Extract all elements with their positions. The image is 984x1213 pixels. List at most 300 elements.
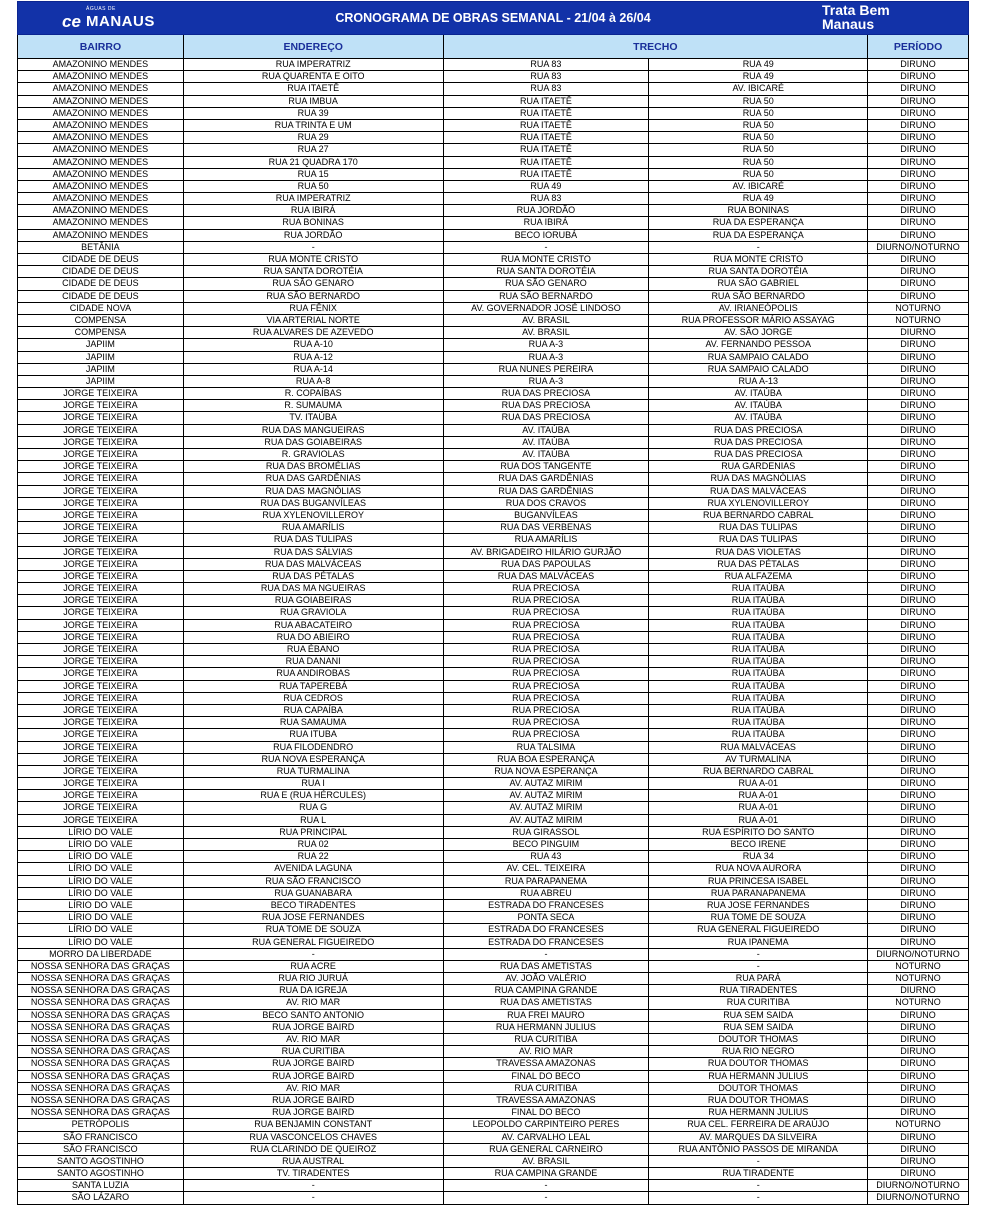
cell-bairro: NOSSA SENHORA DAS GRAÇAS <box>18 961 184 972</box>
cell-endereco: RUA PRINCIPAL <box>184 827 444 838</box>
cell-periodo: DIRUNO <box>868 766 969 777</box>
cell-trecho-ate: RUA PARÁ <box>649 973 868 984</box>
cell-periodo: DIURNO <box>868 327 969 338</box>
cell-endereco: RUA FÊNIX <box>184 303 444 314</box>
logo-right-line1: Trata Bem <box>822 2 890 18</box>
logo-mark-icon: ce <box>62 12 81 31</box>
cell-endereco: AV. RIO MAR <box>184 1083 444 1094</box>
header-periodo: PERÍODO <box>868 35 969 58</box>
cell-bairro: PETRÓPOLIS <box>18 1119 184 1130</box>
cell-bairro: CIDADE NOVA <box>18 303 184 314</box>
cell-periodo: DIRUNO <box>868 1058 969 1069</box>
cell-periodo: DIRUNO <box>868 83 969 94</box>
cell-bairro: JORGE TEIXEIRA <box>18 693 184 704</box>
cell-endereco: RUA DAS BROMÉLIAS <box>184 461 444 472</box>
table-row <box>18 1058 969 1070</box>
cell-trecho-ate: RUA ITAÚBA <box>649 595 868 606</box>
cell-bairro: JORGE TEIXEIRA <box>18 498 184 509</box>
cell-trecho-de: RUA NUNES PEREIRA <box>444 364 650 375</box>
cell-endereco: RUA TOME DE SOUZA <box>184 924 444 935</box>
cell-endereco: RUA ITAETÊ <box>184 83 444 94</box>
cell-trecho-ate: BECO IRENE <box>649 839 868 850</box>
table-row <box>18 1144 969 1156</box>
cell-trecho-de: AV. AUTAZ MIRIM <box>444 815 650 826</box>
cell-trecho-de: AV. RIO MAR <box>444 1046 650 1057</box>
cell-bairro: JAPIIM <box>18 376 184 387</box>
cell-endereco: R. GRAVIOLAS <box>184 449 444 460</box>
cell-trecho-ate: RUA ANTÔNIO PASSOS DE MIRANDA <box>649 1144 868 1155</box>
cell-bairro: CIDADE DE DEUS <box>18 278 184 289</box>
cell-endereco: RUA G <box>184 802 444 813</box>
table-row <box>18 449 969 461</box>
cell-trecho-ate: RUA ITAÚBA <box>649 644 868 655</box>
cell-trecho-ate: RUA A-13 <box>649 376 868 387</box>
table-row <box>18 668 969 680</box>
cell-trecho-ate: - <box>649 1192 868 1203</box>
cell-bairro: JORGE TEIXEIRA <box>18 571 184 582</box>
cell-periodo: DIRUNO <box>868 1010 969 1021</box>
header-bairro: BAIRRO <box>18 35 184 58</box>
cell-endereco: RUA ITUBA <box>184 729 444 740</box>
cell-trecho-de: AV. BRASIL <box>444 315 650 326</box>
cell-periodo: DIRUNO <box>868 1132 969 1143</box>
cell-bairro: LÍRIO DO VALE <box>18 888 184 899</box>
cell-trecho-ate: RUA ITAÚBA <box>649 607 868 618</box>
table-row <box>18 802 969 814</box>
cell-bairro: JORGE TEIXEIRA <box>18 754 184 765</box>
cell-endereco: RUA ACRE <box>184 961 444 972</box>
table-row <box>18 851 969 863</box>
cell-trecho-de: - <box>444 1192 650 1203</box>
table-row <box>18 498 969 510</box>
cell-endereco: RUA ABACATEIRO <box>184 620 444 631</box>
table-row <box>18 632 969 644</box>
cell-periodo: DIRUNO <box>868 547 969 558</box>
cell-endereco: RUA DAS GARDÊNIAS <box>184 473 444 484</box>
cell-trecho-ate: RUA DAS MALVÁCEAS <box>649 486 868 497</box>
table-row <box>18 278 969 290</box>
cell-trecho-de: AV. ITAÚBA <box>444 425 650 436</box>
cell-endereco: RUA BENJAMIN CONSTANT <box>184 1119 444 1130</box>
cell-periodo: DIRUNO <box>868 912 969 923</box>
logo-small-text: ÁGUAS DE <box>86 6 116 12</box>
table-row <box>18 388 969 400</box>
table-row <box>18 607 969 619</box>
cell-trecho-ate: RUA IPANEMA <box>649 937 868 948</box>
cell-trecho-ate: RUA SAMPAIO CALADO <box>649 364 868 375</box>
cell-endereco: RUA 29 <box>184 132 444 143</box>
cell-endereco: RUA DANANI <box>184 656 444 667</box>
cell-bairro: NOSSA SENHORA DAS GRAÇAS <box>18 1034 184 1045</box>
cell-trecho-de: BECO IORUBÁ <box>444 230 650 241</box>
cell-bairro: NOSSA SENHORA DAS GRAÇAS <box>18 985 184 996</box>
cell-bairro: NOSSA SENHORA DAS GRAÇAS <box>18 1071 184 1082</box>
table-row <box>18 461 969 473</box>
cell-periodo: DIRUNO <box>868 620 969 631</box>
cell-bairro: JORGE TEIXEIRA <box>18 607 184 618</box>
cell-endereco: RUA 15 <box>184 169 444 180</box>
cell-trecho-de: RUA NOVA ESPERANÇA <box>444 766 650 777</box>
table-row <box>18 863 969 875</box>
cell-trecho-de: RUA BOA ESPERANÇA <box>444 754 650 765</box>
cell-bairro: AMAZONINO MENDES <box>18 83 184 94</box>
table-row <box>18 827 969 839</box>
cell-trecho-ate: RUA 49 <box>649 59 868 70</box>
cell-bairro: JORGE TEIXEIRA <box>18 559 184 570</box>
cell-periodo: DIRUNO <box>868 839 969 850</box>
cell-trecho-de: RUA A-3 <box>444 376 650 387</box>
cell-trecho-de: RUA JORDÃO <box>444 205 650 216</box>
cell-trecho-de: RUA ITAETÊ <box>444 96 650 107</box>
cell-bairro: AMAZONINO MENDES <box>18 193 184 204</box>
cell-trecho-ate: RUA BONINAS <box>649 205 868 216</box>
cell-trecho-ate: RUA ESPÍRITO DO SANTO <box>649 827 868 838</box>
cell-trecho-ate: - <box>649 961 868 972</box>
table-row <box>18 693 969 705</box>
cell-endereco: RUA 50 <box>184 181 444 192</box>
cell-trecho-de: BECO PINGUIM <box>444 839 650 850</box>
cell-trecho-ate: RUA ITAÚBA <box>649 693 868 704</box>
table-row <box>18 681 969 693</box>
cell-bairro: JORGE TEIXEIRA <box>18 388 184 399</box>
table-body <box>17 59 969 1205</box>
cell-periodo: DIRUNO <box>868 729 969 740</box>
logo-right-line2: Manaus <box>822 16 875 32</box>
cell-periodo: DIRUNO <box>868 632 969 643</box>
cell-periodo: DIURNO/NOTURNO <box>868 242 969 253</box>
cell-periodo: DIRUNO <box>868 1022 969 1033</box>
cell-trecho-de: RUA 43 <box>444 851 650 862</box>
cell-endereco: RUA 02 <box>184 839 444 850</box>
table-row <box>18 522 969 534</box>
cell-trecho-de: RUA DAS AMETISTAS <box>444 961 650 972</box>
cell-endereco: RUA BONINAS <box>184 217 444 228</box>
cell-trecho-de: - <box>444 242 650 253</box>
cell-trecho-ate: RUA 50 <box>649 157 868 168</box>
table-row <box>18 1168 969 1180</box>
cell-bairro: AMAZONINO MENDES <box>18 181 184 192</box>
cell-endereco: RUA IMPERATRIZ <box>184 59 444 70</box>
cell-trecho-ate: RUA SEM SAIDA <box>649 1022 868 1033</box>
cell-periodo: DIRUNO <box>868 278 969 289</box>
cell-bairro: SANTA LUZIA <box>18 1180 184 1191</box>
table-row <box>18 71 969 83</box>
table-row <box>18 1119 969 1131</box>
table-row <box>18 266 969 278</box>
cell-periodo: DIRUNO <box>868 120 969 131</box>
cell-bairro: SANTO AGOSTINHO <box>18 1168 184 1179</box>
cell-periodo: DIRUNO <box>868 291 969 302</box>
table-row <box>18 949 969 961</box>
cell-bairro: SÃO FRANCISCO <box>18 1132 184 1143</box>
cell-bairro: AMAZONINO MENDES <box>18 144 184 155</box>
cell-bairro: LÍRIO DO VALE <box>18 839 184 850</box>
cell-trecho-de: PONTA SECA <box>444 912 650 923</box>
logo-name-text: MANAUS <box>86 13 155 30</box>
cell-trecho-ate: RUA A-01 <box>649 778 868 789</box>
cell-trecho-de: RUA 83 <box>444 59 650 70</box>
cell-trecho-ate: RUA XYLENOVILLEROY <box>649 498 868 509</box>
table-row <box>18 510 969 522</box>
cell-endereco: RUA CAPAÍBA <box>184 705 444 716</box>
cell-trecho-ate: RUA ITAÚBA <box>649 632 868 643</box>
cell-bairro: JORGE TEIXEIRA <box>18 620 184 631</box>
cell-trecho-ate: RUA 50 <box>649 108 868 119</box>
cell-endereco: RUA AUSTRAL <box>184 1156 444 1167</box>
table-row <box>18 815 969 827</box>
cell-endereco: - <box>184 242 444 253</box>
cell-endereco: RUA TAPEREBÁ <box>184 681 444 692</box>
table-row <box>18 1156 969 1168</box>
table-row <box>18 96 969 108</box>
cell-bairro: LÍRIO DO VALE <box>18 900 184 911</box>
cell-trecho-de: RUA 83 <box>444 71 650 82</box>
cell-endereco: RUA SANTA DOROTÉIA <box>184 266 444 277</box>
cell-trecho-de: RUA DAS VERBENAS <box>444 522 650 533</box>
table-row <box>18 339 969 351</box>
cell-trecho-ate: AV. ITAÚBA <box>649 388 868 399</box>
cell-bairro: COMPENSA <box>18 327 184 338</box>
cell-bairro: LÍRIO DO VALE <box>18 876 184 887</box>
cell-trecho-ate: RUA TOME DE SOUZA <box>649 912 868 923</box>
cell-endereco: RUA SAMAUMA <box>184 717 444 728</box>
table-row <box>18 839 969 851</box>
cell-endereco: RUA GUANABARA <box>184 888 444 899</box>
cell-periodo: DIRUNO <box>868 815 969 826</box>
cell-bairro: AMAZONINO MENDES <box>18 59 184 70</box>
table-row <box>18 132 969 144</box>
cell-trecho-de: RUA ITAETÊ <box>444 108 650 119</box>
cell-bairro: JORGE TEIXEIRA <box>18 632 184 643</box>
cell-trecho-ate: RUA BERNARDO CABRAL <box>649 510 868 521</box>
cell-trecho-de: RUA DOS CRAVOS <box>444 498 650 509</box>
cell-periodo: DIRUNO <box>868 827 969 838</box>
table-row <box>18 59 969 71</box>
cell-periodo: DIRUNO <box>868 400 969 411</box>
cell-trecho-ate: RUA DAS PÉTALAS <box>649 559 868 570</box>
cell-trecho-ate: RUA 50 <box>649 144 868 155</box>
cell-bairro: AMAZONINO MENDES <box>18 120 184 131</box>
cell-periodo: DIRUNO <box>868 217 969 228</box>
cell-periodo: DIRUNO <box>868 1034 969 1045</box>
cell-periodo: NOTURNO <box>868 303 969 314</box>
table-row <box>18 108 969 120</box>
cell-bairro: JORGE TEIXEIRA <box>18 595 184 606</box>
cell-trecho-ate: RUA SEM SAIDA <box>649 1010 868 1021</box>
cell-periodo: DIRUNO <box>868 1144 969 1155</box>
cell-periodo: DIRUNO <box>868 1156 969 1167</box>
cell-trecho-ate: RUA ITAÚBA <box>649 668 868 679</box>
cell-trecho-de: RUA GENERAL CARNEIRO <box>444 1144 650 1155</box>
table-row <box>18 364 969 376</box>
cell-trecho-ate: RUA GENERAL FIGUEIREDO <box>649 924 868 935</box>
cell-trecho-ate: RUA HERMANN JULIUS <box>649 1107 868 1118</box>
cell-periodo: DIRUNO <box>868 705 969 716</box>
cell-trecho-de: RUA CAMPINA GRANDE <box>444 985 650 996</box>
cell-trecho-ate: RUA ITAÚBA <box>649 729 868 740</box>
table-row <box>18 790 969 802</box>
cell-trecho-ate: RUA TIRADENTE <box>649 1168 868 1179</box>
table-row <box>18 620 969 632</box>
cell-bairro: NOSSA SENHORA DAS GRAÇAS <box>18 997 184 1008</box>
cell-bairro: AMAZONINO MENDES <box>18 132 184 143</box>
cell-bairro: BETÂNIA <box>18 242 184 253</box>
cell-endereco: RUA SÃO GENARO <box>184 278 444 289</box>
cell-periodo: DIRUNO <box>868 1083 969 1094</box>
cell-trecho-ate: RUA CEL. FERREIRA DE ARAÚJO <box>649 1119 868 1130</box>
cell-trecho-de: AV. GOVERNADOR JOSÉ LINDOSO <box>444 303 650 314</box>
cell-trecho-ate: - <box>649 949 868 960</box>
cell-trecho-ate: AV. FERNANDO PESSOA <box>649 339 868 350</box>
table-row <box>18 985 969 997</box>
cell-endereco: RUA 21 QUADRA 170 <box>184 157 444 168</box>
cell-periodo: DIRUNO <box>868 157 969 168</box>
cell-periodo: DIRUNO <box>868 425 969 436</box>
table-row <box>18 1046 969 1058</box>
cell-trecho-ate: RUA MALVÁCEAS <box>649 742 868 753</box>
table-row <box>18 144 969 156</box>
cell-trecho-de: TRAVESSA AMAZONAS <box>444 1095 650 1106</box>
cell-trecho-de: RUA HERMANN JULIUS <box>444 1022 650 1033</box>
table-row <box>18 1192 969 1204</box>
cell-bairro: NOSSA SENHORA DAS GRAÇAS <box>18 1107 184 1118</box>
cell-bairro: JORGE TEIXEIRA <box>18 425 184 436</box>
cell-trecho-de: AV. ITAÚBA <box>444 437 650 448</box>
cell-endereco: RUA SÃO FRANCISCO <box>184 876 444 887</box>
cell-bairro: JORGE TEIXEIRA <box>18 729 184 740</box>
table-row <box>18 583 969 595</box>
table-row <box>18 742 969 754</box>
cell-endereco: TV. ITAÚBA <box>184 412 444 423</box>
cell-periodo: DIRUNO <box>868 193 969 204</box>
cell-trecho-ate: RUA HERMANN JULIUS <box>649 1071 868 1082</box>
cell-periodo: DIRUNO <box>868 510 969 521</box>
cell-trecho-ate: RUA DOUTOR THOMAS <box>649 1058 868 1069</box>
cell-periodo: DIRUNO <box>868 863 969 874</box>
cell-endereco: RUA DO ABIEIRO <box>184 632 444 643</box>
cell-endereco: R. SUMAUMA <box>184 400 444 411</box>
cell-periodo: DIRUNO <box>868 461 969 472</box>
cell-endereco: TV. TIRADENTES <box>184 1168 444 1179</box>
cell-periodo: DIRUNO <box>868 717 969 728</box>
cell-bairro: JORGE TEIXEIRA <box>18 717 184 728</box>
cell-trecho-de: RUA DAS GARDÊNIAS <box>444 473 650 484</box>
cell-periodo: DIRUNO <box>868 412 969 423</box>
cell-bairro: NOSSA SENHORA DAS GRAÇAS <box>18 1083 184 1094</box>
cell-trecho-ate: RUA RIO NEGRO <box>649 1046 868 1057</box>
cell-trecho-de: RUA A-3 <box>444 352 650 363</box>
table-row <box>18 193 969 205</box>
table-row <box>18 900 969 912</box>
table-row <box>18 534 969 546</box>
cell-periodo: DIURNO/NOTURNO <box>868 1180 969 1191</box>
cell-trecho-ate: RUA 50 <box>649 169 868 180</box>
cell-trecho-ate: RUA SÃO GABRIEL <box>649 278 868 289</box>
cell-endereco: RUA JORGE BAIRD <box>184 1058 444 1069</box>
cell-endereco: RUA A-8 <box>184 376 444 387</box>
cell-trecho-ate: AV. ITAÚBA <box>649 400 868 411</box>
cell-periodo: DIURNO <box>868 985 969 996</box>
cell-trecho-de: RUA PRECIOSA <box>444 705 650 716</box>
cell-trecho-ate: RUA NOVA AURORA <box>649 863 868 874</box>
cell-trecho-de: ESTRADA DO FRANCESES <box>444 924 650 935</box>
cell-bairro: JORGE TEIXEIRA <box>18 583 184 594</box>
cell-trecho-de: AV. AUTAZ MIRIM <box>444 802 650 813</box>
cell-bairro: MORRO DA LIBERDADE <box>18 949 184 960</box>
cell-trecho-de: RUA DAS PRECIOSA <box>444 412 650 423</box>
table-row <box>18 473 969 485</box>
cell-endereco: RUA 27 <box>184 144 444 155</box>
cell-trecho-ate: RUA BERNARDO CABRAL <box>649 766 868 777</box>
table-row <box>18 83 969 95</box>
cell-periodo: DIRUNO <box>868 681 969 692</box>
cell-trecho-ate: RUA DAS PRECIOSA <box>649 437 868 448</box>
cell-endereco: RUA JORGE BAIRD <box>184 1095 444 1106</box>
cell-endereco: AVENIDA LAGUNA <box>184 863 444 874</box>
cell-bairro: JORGE TEIXEIRA <box>18 742 184 753</box>
cell-periodo: DIRUNO <box>868 656 969 667</box>
cell-bairro: JORGE TEIXEIRA <box>18 656 184 667</box>
table-row <box>18 291 969 303</box>
table-row <box>18 1071 969 1083</box>
cell-trecho-de: RUA GIRASSOL <box>444 827 650 838</box>
cell-periodo: NOTURNO <box>868 997 969 1008</box>
cell-bairro: NOSSA SENHORA DAS GRAÇAS <box>18 1010 184 1021</box>
cell-bairro: LÍRIO DO VALE <box>18 863 184 874</box>
cell-trecho-de: RUA MONTE CRISTO <box>444 254 650 265</box>
page-title: CRONOGRAMA DE OBRAS SEMANAL - 21/04 à 26/04 <box>335 11 651 25</box>
cell-periodo: DIRUNO <box>868 230 969 241</box>
cell-periodo: DIRUNO <box>868 693 969 704</box>
cell-periodo: DIRUNO <box>868 254 969 265</box>
cell-trecho-ate: RUA ALFAZEMA <box>649 571 868 582</box>
table-row <box>18 656 969 668</box>
cell-bairro: COMPENSA <box>18 315 184 326</box>
cell-endereco: RUA JORGE BAIRD <box>184 1022 444 1033</box>
cell-periodo: DIRUNO <box>868 522 969 533</box>
cell-bairro: JAPIIM <box>18 352 184 363</box>
cell-trecho-ate: RUA 49 <box>649 193 868 204</box>
cell-trecho-ate: AV. IRIANEÓPOLIS <box>649 303 868 314</box>
cell-endereco: RUA JOSE FERNANDES <box>184 912 444 923</box>
cell-trecho-de: RUA ITAETÊ <box>444 157 650 168</box>
cell-trecho-de: AV. BRASIL <box>444 327 650 338</box>
cell-periodo: DIRUNO <box>868 388 969 399</box>
cell-periodo: DIRUNO <box>868 266 969 277</box>
cell-periodo: DIRUNO <box>868 169 969 180</box>
cell-bairro: SÃO LÁZARO <box>18 1192 184 1203</box>
cell-endereco: RUA JORDÃO <box>184 230 444 241</box>
cell-endereco: RUA MONTE CRISTO <box>184 254 444 265</box>
cell-periodo: DIRUNO <box>868 71 969 82</box>
cell-trecho-de: RUA PRECIOSA <box>444 595 650 606</box>
cell-endereco: RUA CEDROS <box>184 693 444 704</box>
cell-periodo: DIRUNO <box>868 1168 969 1179</box>
cell-trecho-ate: DOUTOR THOMAS <box>649 1034 868 1045</box>
cell-trecho-ate: RUA A-01 <box>649 802 868 813</box>
cell-periodo: DIRUNO <box>868 876 969 887</box>
cell-endereco: RUA DAS GOIABEIRAS <box>184 437 444 448</box>
cell-periodo: DIRUNO <box>868 376 969 387</box>
cell-trecho-ate: - <box>649 1156 868 1167</box>
cell-trecho-de: RUA SÃO BERNARDO <box>444 291 650 302</box>
cell-periodo: DIRUNO <box>868 583 969 594</box>
cell-trecho-de: RUA DAS PRECIOSA <box>444 400 650 411</box>
cell-endereco: RUA JORGE BAIRD <box>184 1071 444 1082</box>
table-row <box>18 754 969 766</box>
cell-trecho-ate: RUA CURITIBA <box>649 997 868 1008</box>
table-row <box>18 315 969 327</box>
